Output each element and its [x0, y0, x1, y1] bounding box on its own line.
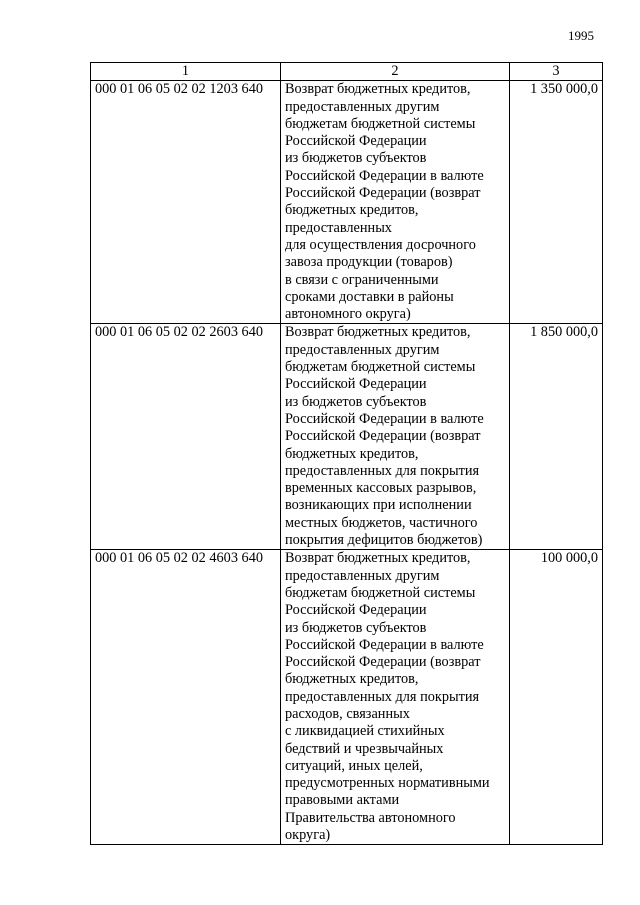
description-line: округа): [285, 827, 331, 844]
description-line: для осуществления досрочного: [285, 236, 476, 253]
description-line: сроками доставки в районы: [285, 288, 454, 305]
description-line: правовыми актами: [285, 792, 400, 809]
table-row: [91, 550, 603, 845]
description-line: возникающих при исполнении: [285, 497, 472, 514]
description-line: бюджетам бюджетной системы: [285, 115, 476, 132]
description-line: из бюджетов субъектов: [285, 150, 427, 167]
budget-description: [281, 550, 510, 845]
budget-amount: 1 350 000,0: [510, 81, 603, 324]
description-line: Российской Федерации в валюте: [285, 636, 484, 653]
description-line: завоза продукции (товаров): [285, 254, 453, 271]
description-line: бюджетных кредитов,: [285, 445, 419, 462]
description-line: ситуаций, иных целей,: [285, 757, 423, 774]
description-line: предоставленных: [285, 219, 392, 236]
description-line: предоставленных для покрытия: [285, 462, 480, 479]
description-line: Российской Федерации: [285, 602, 427, 619]
description-line: покрытия дефицитов бюджетов): [285, 532, 483, 549]
budget-description: [281, 324, 510, 550]
description-line: автономного округа): [285, 306, 411, 323]
budget-code: 000 01 06 05 02 02 1203 640: [91, 81, 281, 324]
description-line: Российской Федерации в валюте: [285, 167, 484, 184]
table-row: [91, 81, 603, 324]
description-line: бедствий и чрезвычайных: [285, 740, 444, 757]
description-line: бюджетных кредитов,: [285, 671, 419, 688]
page-number: 1995: [568, 28, 594, 43]
description-line: Возврат бюджетных кредитов,: [285, 81, 471, 98]
table-header-row: [91, 63, 603, 81]
budget-table: [90, 62, 603, 845]
table-row: [91, 324, 603, 550]
budget-amount: 1 850 000,0: [510, 324, 603, 550]
description-line: Российской Федерации (возврат: [285, 428, 481, 445]
description-line: предусмотренных нормативными: [285, 775, 490, 792]
column-header-code: 1: [91, 63, 281, 81]
description-line: из бюджетов субъектов: [285, 619, 427, 636]
description-line: Российской Федерации: [285, 133, 427, 150]
description-line: Российской Федерации (возврат: [285, 654, 481, 671]
description-line: предоставленных другим: [285, 341, 440, 358]
description-line: Российской Федерации в валюте: [285, 410, 484, 427]
description-line: предоставленных для покрытия: [285, 688, 480, 705]
description-line: предоставленных другим: [285, 98, 440, 115]
description-line: Возврат бюджетных кредитов,: [285, 324, 471, 341]
budget-amount: 100 000,0: [510, 550, 603, 845]
budget-description: [281, 81, 510, 324]
budget-code: 000 01 06 05 02 02 4603 640: [91, 550, 281, 845]
description-line: из бюджетов субъектов: [285, 393, 427, 410]
description-line: с ликвидацией стихийных: [285, 723, 445, 740]
description-line: бюджетам бюджетной системы: [285, 359, 476, 376]
description-line: предоставленных другим: [285, 567, 440, 584]
description-line: местных бюджетов, частичного: [285, 514, 478, 531]
budget-code: 000 01 06 05 02 02 2603 640: [91, 324, 281, 550]
column-header-description: 2: [281, 63, 510, 81]
description-line: Российской Федерации (возврат: [285, 185, 481, 202]
description-line: Возврат бюджетных кредитов,: [285, 550, 471, 567]
description-line: Правительства автономного: [285, 809, 456, 826]
description-line: временных кассовых разрывов,: [285, 480, 477, 497]
description-line: Российской Федерации: [285, 376, 427, 393]
column-header-amount: 3: [510, 63, 603, 81]
description-line: бюджетам бюджетной системы: [285, 584, 476, 601]
description-line: бюджетных кредитов,: [285, 202, 419, 219]
description-line: расходов, связанных: [285, 705, 410, 722]
description-line: в связи с ограниченными: [285, 271, 439, 288]
